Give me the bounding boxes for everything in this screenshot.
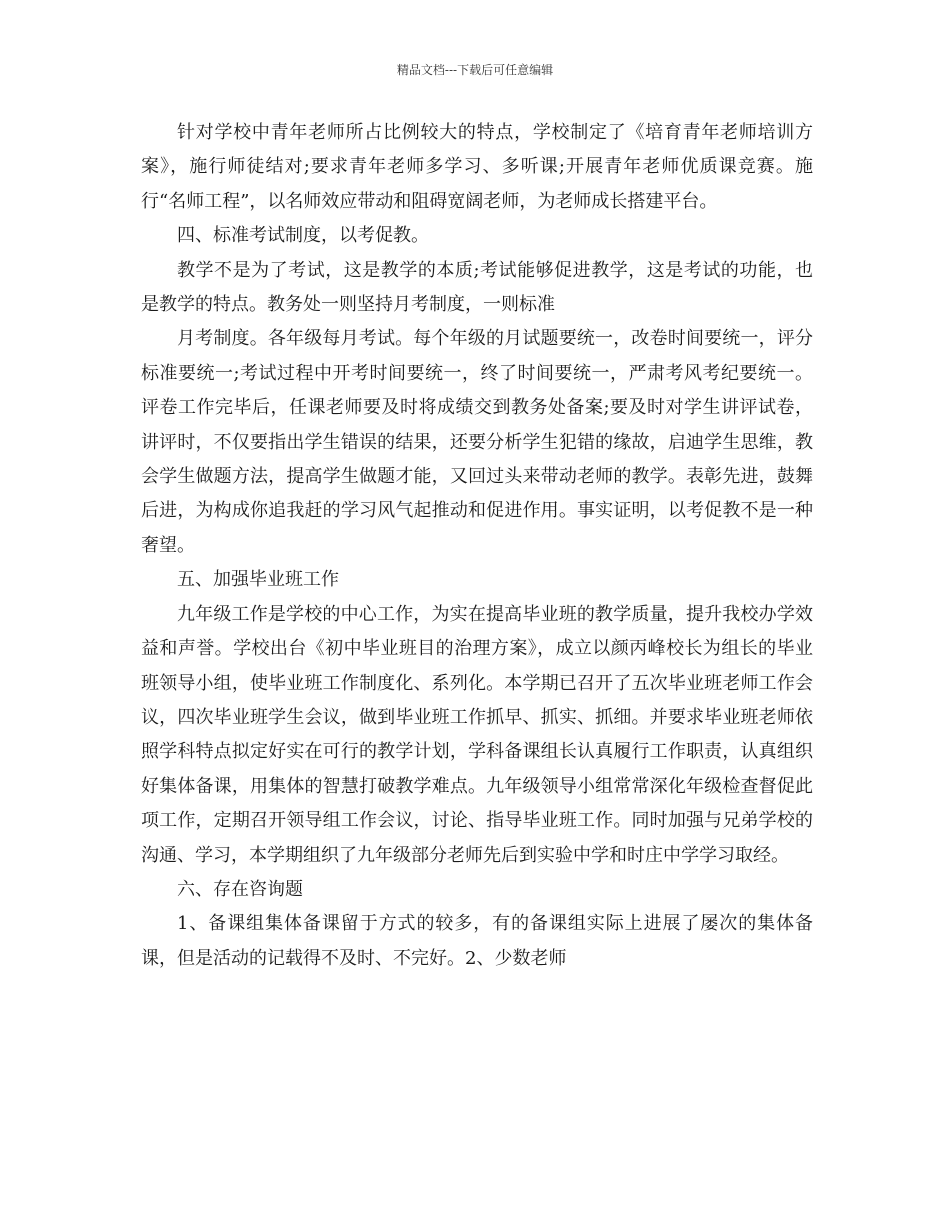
section-heading-existing-issues: 六、存在咨询题 [177,878,303,900]
paragraph-exam-purpose: 教学不是为了考试，这是教学的本质;考试能够促进教学，这是考试的功能，也是教学的特点。教务处一则坚持月考制度，一则标准 [141,259,813,316]
document-body [141,116,813,976]
page-header: 精品文档---下载后可任意编辑 [396,63,554,77]
paragraph-young-teacher-training: 针对学校中青年老师所占比例较大的特点，学校制定了《培育青年老师培训方案》，施行师徒结对;要求青年老师多学习、多听课;开展青年老师优质课竞赛。施行“名师工程”，以名师效应带动和阻碍宽阔老师，为老师成长搭建平台。 [141,122,813,212]
section-heading-graduating-class: 五、加强毕业班工作 [177,569,339,591]
paragraph-graduating-class-work: 九年级工作是学校的中心工作，为实在提高毕业班的教学质量，提升我校办学效益和声誉。学校出台《初中毕业班目的治理方案》，成立以颜丙峰校长为组长的毕业班领导小组，使毕业班工作制度化、系列化。本学期已召开了五次毕业班老师工作会议，四次毕业班学生会议，做到毕业班工作抓早、抓实、抓细。并要求毕业班老师依照学科特点拟定好实在可行的教学计划，学科备课组长认真履行工作职责，认真组织好集体备课，用集体的智慧打破教学难点。九年级领导小组常常深化年级检查督促此项工作，定期召开领导组工作会议，讨论、指导毕业班工作。同时加强与兄弟学校的沟通、学习，本学期组织了九年级部分老师先后到实验中学和时庄中学学习取经。 [141,603,813,866]
paragraph-monthly-exam: 月考制度。各年级每月考试。每个年级的月试题要统一，改卷时间要统一，评分标准要统一;考试过程中开考时间要统一，终了时间要统一，严肃考风考纪要统一。评卷工作完毕后，任课老师要及时将成绩交到教务处备案;要及时对学生讲评试卷，讲评时，不仅要指出学生错误的结果，还要分析学生犯错的缘故，启迪学生思维，教会学生做题方法，提高学生做题才能，又回过头来带动老师的教学。表彰先进，鼓舞后进，为构成你追我赶的学习风气起推动和促进作用。事实证明，以考促教不是一种奢望。 [141,328,813,556]
section-heading-exam-system: 四、标准考试制度，以考促教。 [177,225,429,247]
paragraph-existing-issues: 1、备课组集体备课留于方式的较多，有的备课组实际上进展了屡次的集体备课，但是活动的记载得不及时、不完好。2、少数老师 [141,913,813,969]
